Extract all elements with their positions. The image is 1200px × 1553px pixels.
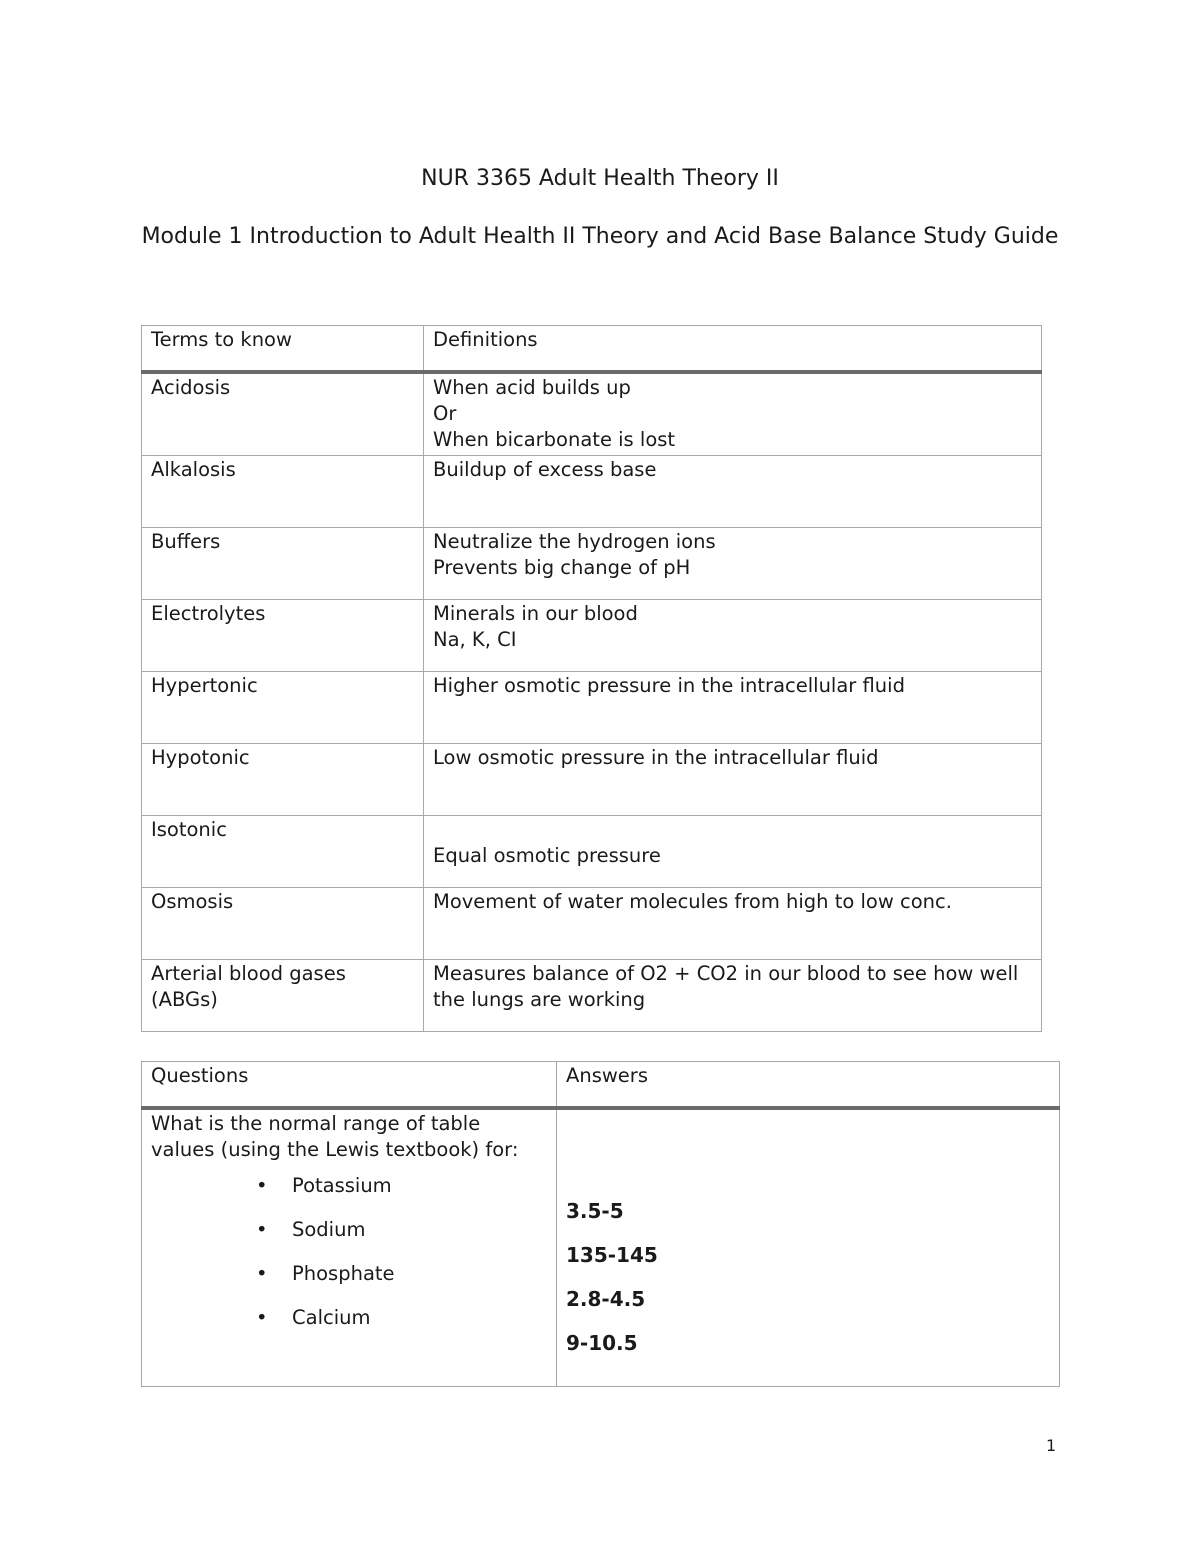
definition-cell (424, 960, 1042, 1032)
list-item (151, 1305, 548, 1349)
definition-line: Minerals in our blood (433, 602, 638, 625)
terms-header-definition: Definitions (424, 326, 1042, 373)
bullet-list (151, 1173, 548, 1349)
question-cell (142, 1108, 557, 1387)
questions-header-row (142, 1062, 1060, 1109)
table-row (142, 528, 1042, 600)
definition-line: Measures balance of O2 + CO2 in our blood to see how well the lungs are working (433, 962, 1019, 1011)
term-cell: Isotonic (142, 816, 424, 888)
terms-header-row (142, 326, 1042, 373)
term-cell: Buffers (142, 528, 424, 600)
definition-cell (424, 372, 1042, 456)
list-item-label: Calcium (292, 1306, 371, 1329)
answers-header: Answers (557, 1062, 1060, 1109)
answer-value: 9-10.5 (566, 1331, 638, 1355)
questions-header: Questions (142, 1062, 557, 1109)
definition-cell (424, 672, 1042, 744)
list-item-label: Potassium (292, 1174, 392, 1197)
table-row (142, 600, 1042, 672)
answer-value: 135-145 (566, 1243, 658, 1267)
definition-line: Equal osmotic pressure (433, 844, 661, 867)
term-cell: Hypertonic (142, 672, 424, 744)
definition-cell (424, 600, 1042, 672)
table-row (142, 816, 1042, 888)
term-cell: Acidosis (142, 372, 424, 456)
table-row (142, 744, 1042, 816)
definition-line: Low osmotic pressure in the intracellular fluid (433, 746, 879, 769)
answer-cell (557, 1108, 1060, 1387)
definition-line: Prevents big change of pH (433, 556, 691, 579)
answer-value: 2.8-4.5 (566, 1287, 646, 1311)
bullet-icon: • (256, 1306, 268, 1329)
table-row (142, 456, 1042, 528)
definition-cell (424, 888, 1042, 960)
definition-line: Buildup of excess base (433, 458, 657, 481)
definition-line (433, 817, 1033, 843)
definition-cell (424, 816, 1042, 888)
answer-value: 3.5-5 (566, 1199, 624, 1223)
answer-list (566, 1110, 1051, 1374)
terms-header-term: Terms to know (142, 326, 424, 373)
bullet-icon: • (256, 1174, 268, 1197)
table-row (142, 888, 1042, 960)
definition-cell (424, 744, 1042, 816)
list-item (151, 1261, 548, 1305)
definition-line: Movement of water molecules from high to low conc. (433, 890, 952, 913)
list-item (151, 1217, 548, 1261)
question-text: What is the normal range of table values (using the Lewis textbook) for: (151, 1112, 519, 1161)
definition-line: Neutralize the hydrogen ions (433, 530, 716, 553)
definition-line: Na, K, CI (433, 628, 517, 651)
definition-cell (424, 456, 1042, 528)
list-item (151, 1173, 548, 1217)
definition-line: When acid builds up (433, 376, 631, 399)
bullet-icon: • (256, 1218, 268, 1241)
bullet-icon: • (256, 1262, 268, 1285)
terms-table (141, 325, 1042, 1032)
table-row (142, 960, 1042, 1032)
term-cell: Arterial blood gases (ABGs) (142, 960, 424, 1032)
term-cell: Alkalosis (142, 456, 424, 528)
table-row (142, 372, 1042, 456)
definition-line: Or (433, 402, 457, 425)
definition-line: Higher osmotic pressure in the intracellular fluid (433, 674, 905, 697)
table-row (142, 672, 1042, 744)
module-title: Module 1 Introduction to Adult Health II Theory and Acid Base Balance Study Guide (141, 224, 1059, 249)
course-title: NUR 3365 Adult Health Theory II (421, 166, 779, 191)
term-cell: Osmosis (142, 888, 424, 960)
list-item-label: Sodium (292, 1218, 366, 1241)
definition-line: When bicarbonate is lost (433, 428, 676, 451)
list-item-label: Phosphate (292, 1262, 395, 1285)
table-row (142, 1108, 1060, 1387)
page-number: 1 (1046, 1436, 1057, 1455)
definition-cell (424, 528, 1042, 600)
term-cell: Hypotonic (142, 744, 424, 816)
term-cell: Electrolytes (142, 600, 424, 672)
questions-table (141, 1061, 1060, 1387)
